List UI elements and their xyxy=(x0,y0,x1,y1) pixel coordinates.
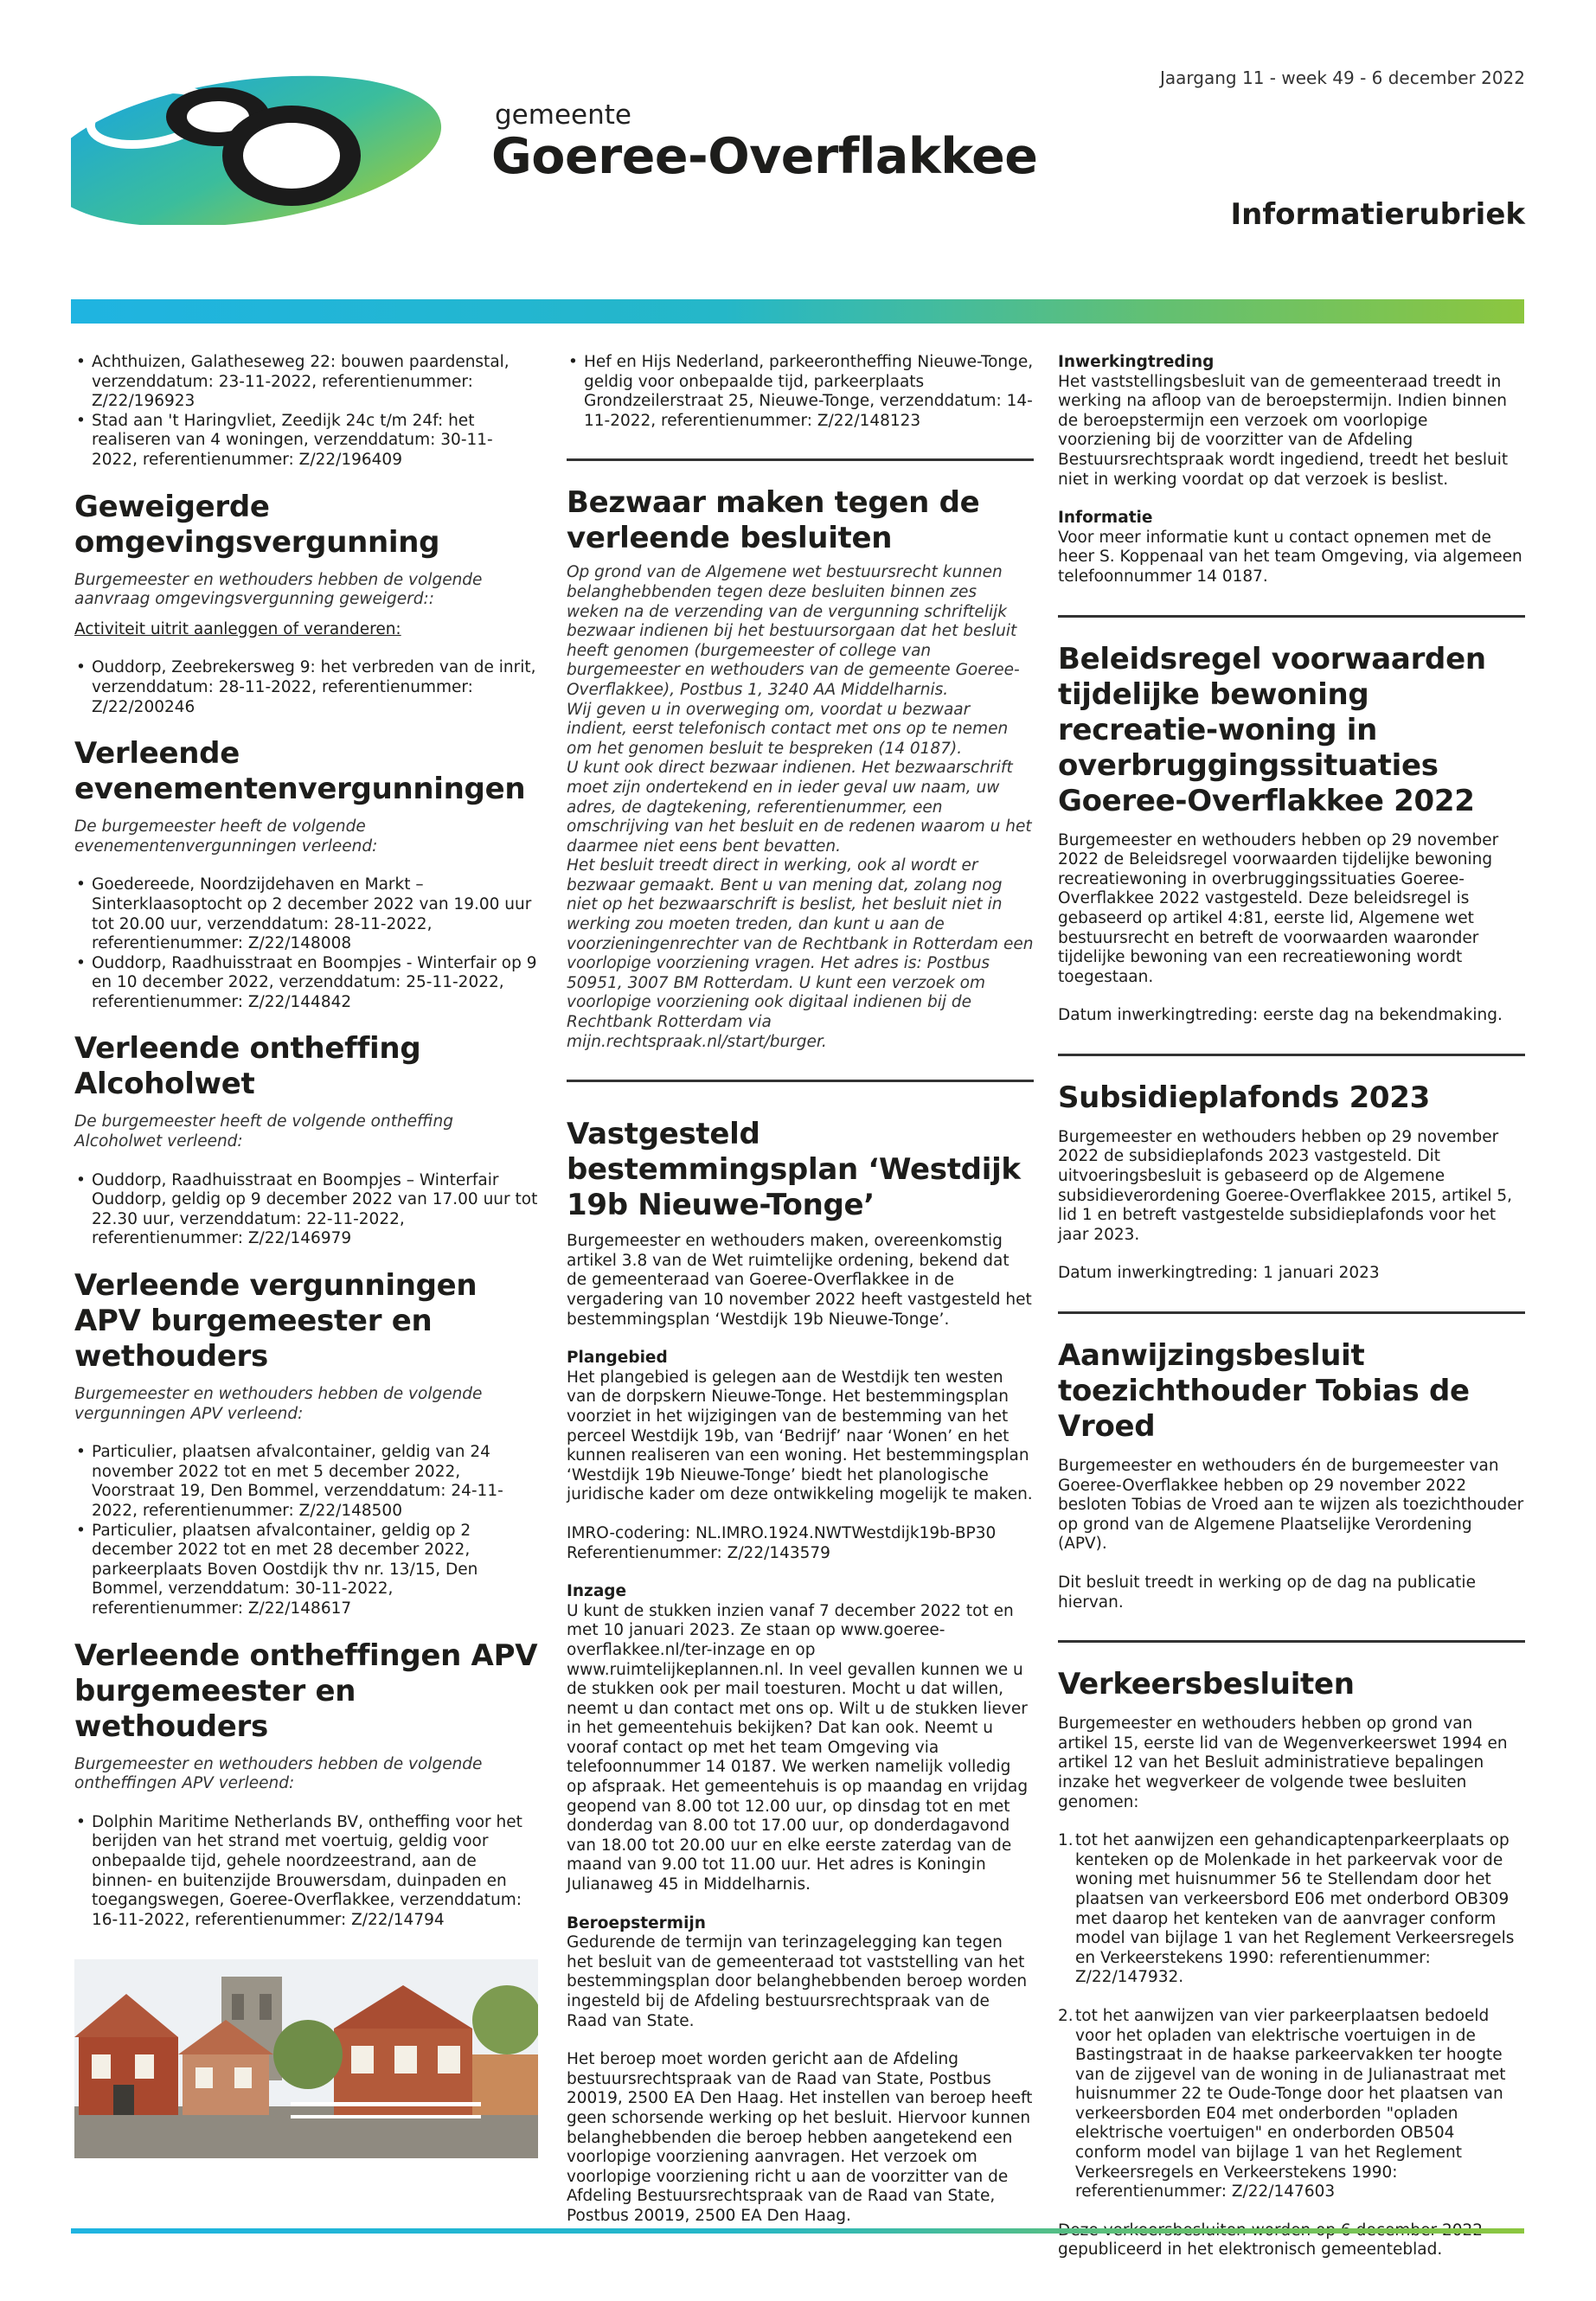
section-intro: De burgemeester heeft de volgende evenementenvergunningen verleend: xyxy=(74,817,378,856)
list-item: 1. tot het aanwijzen een gehandicaptenparkeerplaats op kenteken op de Molenkade in het parkeervak voor de woning met huisnummer 56 te Stellendam door het plaatsen van verkeersbord E06 met onderbord OB309 met daarop het kenteken van de aanvrager conform model van bijlage 1 van het Reglement Verkeersregels en Verkeerstekens 1990: referentienummer: Z/22/147932. xyxy=(1058,1831,1515,1987)
paragraph: Gedurende de termijn van terinzagelegging kan tegen het besluit van de gemeenteraad tot vaststelling van het bestemmingsplan door belanghebbenden beroep worden ingesteld bij de Afdeling bestuursrechtspraak van de Raad van State. xyxy=(567,1933,1028,2030)
paragraph: Voor meer informatie kunt u contact opnemen met de heer S. Koppenaal van het team Omgeving, via algemeen telefoonnummer 14 0187. xyxy=(1058,528,1522,586)
section-intro: Burgemeester en wethouders hebben de volgende aanvraag omgevingsvergunning geweigerd:: xyxy=(74,570,483,609)
paragraph: Burgemeester en wethouders maken, overeenkomstig artikel 3.8 van de Wet ruimtelijke ordening, bekend dat de gemeenteraad van Goeree-Overflakkee in de vergadering van 10 november 2022 heeft vastgesteld het bestemmingsplan ‘Westdijk 19b Nieuwe-Tonge’. xyxy=(567,1232,1032,1329)
section-heading: Verleende ontheffingen APV burgemeester en wethouders xyxy=(74,1638,538,1744)
paragraph: U kunt ook direct bezwaar indienen. Het bezwaarschrift moet zijn ondertekend en in ieder geval uw naam, uw adres, de dagtekening, referentienummer, een omschrijving van het besluit en de redenen waarom u het daarmee niet eens bent bevatten. xyxy=(567,759,1032,856)
list-item: • Hef en Hijs Nederland, parkeerontheffing Nieuwe-Tonge, geldig voor onbepaalde tijd, parkeerplaats Grondzeilerstraat 25, Nieuwe-Tonge, verzenddatum: 14-11-2022, referentienummer: Z/22/148123 xyxy=(567,353,1034,431)
subheading: Plangebied xyxy=(567,1349,668,1368)
section-heading: Subsidieplafonds 2023 xyxy=(1058,1080,1431,1115)
paragraph: Dit besluit treedt in werking op de dag na publicatie hiervan. xyxy=(1058,1574,1476,1612)
permit-list xyxy=(567,353,1034,431)
section-heading: Bezwaar maken tegen de verleende besluiten xyxy=(567,485,980,556)
section-heading: Verleende ontheffing Alcoholwet xyxy=(74,1031,421,1102)
subheading: Inzage xyxy=(567,1582,627,1601)
permit-list xyxy=(74,1813,538,1931)
section-divider xyxy=(1058,1640,1525,1643)
list-item: • Achthuizen, Galatheseweg 22: bouwen paardenstal, verzenddatum: 23-11-2022, referentienummer: Z/22/196923 xyxy=(74,353,538,412)
section-divider xyxy=(567,458,1034,461)
subheading: Beroepstermijn xyxy=(567,1913,706,1932)
municipality-name: Goeree-Overflakkee xyxy=(491,128,1038,185)
numbered-list xyxy=(1058,1831,1525,2202)
paragraph: Het vaststellingsbesluit van de gemeenteraad treedt in werking na afloop van de beroepstermijn. Indien binnen de beroepstermijn een verzoek om voorlopige voorziening bij de voorzitter van de Afdeling Bestuursrechtspraak wordt ingediend, treedt het besluit niet in werking voordat op dat verzoek is beslist. xyxy=(1058,372,1509,489)
permit-list xyxy=(74,1171,538,1249)
paragraph: Burgemeester en wethouders hebben op grond van artikel 15, eerste lid van de Wegenverkeerswet 1994 en artikel 12 van het Besluit administratieve bepalingen inzake het wegverkeer de volgende twee besluiten genomen: xyxy=(1058,1715,1508,1811)
section-intro: Burgemeester en wethouders hebben de volgende ontheffingen APV verleend: xyxy=(74,1754,483,1793)
paragraph: Burgemeester en wethouders hebben op 29 november 2022 de Beleidsregel voorwaarden tijdelijke bewoning recreatiewoning in overbruggingssituaties Goeree-Overflakkee 2022 vastgesteld. Deze beleidsregel is gebaseerd op artikel 4:81, eerste lid, Algemene wet bestuursrecht en betreft de voorwaarden waaronder tijdelijke bewoning van een recreatiewoning wordt toegestaan. xyxy=(1058,830,1499,986)
section-divider xyxy=(1058,1311,1525,1314)
paragraph: Op grond van de Algemene wet bestuursrecht kunnen belanghebbenden tegen deze besluiten binnen zes weken na de verzending van de vergunning schriftelijk bezwaar indienen bij het bestuursorgaan dat het besluit heeft genomen (burgemeester of college van burgemeester en wethouders van de gemeente Goeree-Overflakkee), Postbus 1, 3240 AA Middelharnis. xyxy=(567,563,1020,699)
list-item: • Stad aan 't Haringvliet, Zeedijk 24c t/m 24f: het realiseren van 4 woningen, verzenddatum: 30-11-2022, referentienummer: Z/22/196409 xyxy=(74,412,538,471)
list-item: • Ouddorp, Raadhuisstraat en Boompjes – Winterfair Ouddorp, geldig op 9 december 2022 van 17.00 uur tot 22.30 uur, verzenddatum: 22-11-2022, referentienummer: Z/22/146979 xyxy=(74,1171,538,1249)
reference-number: Referentienummer: Z/22/143579 xyxy=(567,1543,830,1562)
section-heading: Verleende vergunningen APV burgemeester en wethouders xyxy=(74,1268,478,1375)
section-heading: Vastgesteld bestemmingsplan ‘Westdijk 19b Nieuwe-Tonge’ xyxy=(567,1117,1021,1223)
column-1 xyxy=(74,353,538,2158)
section-heading: Verkeersbesluiten xyxy=(1058,1667,1355,1702)
paragraph: Burgemeester en wethouders hebben op 29 november 2022 de subsidieplafonds 2023 vastgesteld. Dit uitvoeringsbesluit is gebaseerd op de Algemene subsidieverordening Goeree-Overflakkee 2015, artikel 5, lid 1 en betreft vastgestelde subsidieplafonds voor het jaar 2023. xyxy=(1058,1127,1512,1244)
subheading: Inwerkingtreding xyxy=(1058,353,1215,371)
paragraph: U kunt de stukken inzien vanaf 7 december 2022 tot en met 10 januari 2023. Ze staan op www.goeree-overflakkee.nl/ter-inzage en op www.ruimtelijkeplannen.nl. In veel gevallen kunnen we u de stukken ook per mail toesturen. Mocht u dat willen, neemt u dan contact met ons op. Wilt u de stukken liever in het gemeentehuis bekijken? Dat kan ook. Neemt u vooraf contact op met het team Omgeving via telefoonnummer 14 0187. We werken namelijk volledig op afspraak. Het gemeentehuis is op maandag en vrijdag geopend van 8.00 tot 12.00 uur, op dinsdag tot en met donderdag van 8.00 tot 17.00 uur, op donderdagavond van 18.00 tot 20.00 uur en elke eerste zaterdag van de maand van 9.00 tot 11.00 uur. Het adres is Koningin Julianaweg 45 in Middelharnis. xyxy=(567,1601,1029,1894)
permit-list xyxy=(74,353,538,471)
paragraph: Burgemeester en wethouders én de burgemeester van Goeree-Overflakkee hebben op 29 november 2022 besloten Tobias de Vroed aan te wijzen als toezichthouder op grond van de Algemene Plaatselijke Verordening (APV). xyxy=(1058,1457,1524,1554)
list-item: • Particulier, plaatsen afvalcontainer, geldig op 2 december 2022 tot en met 28 december 2022, parkeerplaats Boven Oostdijk thv nr. 13/15, Den Bommel, verzenddatum: 30-11-2022, referentienummer: Z/22/148617 xyxy=(74,1522,538,1619)
paragraph: gepubliceerd in het elektronisch gemeenteblad. xyxy=(1058,2240,1443,2259)
list-item: • Goedereede, Noordzijdehaven en Markt – Sinterklaasoptocht op 2 december 2022 van 19.00 uur tot 20.00 uur, verzenddatum: 28-11-2022, referentienummer: Z/22/148008 xyxy=(74,875,538,953)
section-intro: De burgemeester heeft de volgende ontheffing Alcoholwet verleend: xyxy=(74,1112,454,1151)
activity-label: Activiteit uitrit aanleggen of veranderen: xyxy=(74,619,401,638)
imro-code: IMRO-codering: NL.IMRO.1924.NWTWestdijk19b-BP30 xyxy=(567,1523,997,1542)
section-heading: Verleende evenementenvergunningen xyxy=(74,736,526,807)
subheading: Informatie xyxy=(1058,509,1153,528)
footer-gradient-bar xyxy=(71,2228,1524,2234)
paragraph: Datum inwerkingtreding: eerste dag na bekendmaking. xyxy=(1058,1006,1503,1025)
section-divider xyxy=(1058,1054,1525,1056)
permit-list xyxy=(74,1443,538,1618)
municipality-prefix: gemeente xyxy=(495,99,631,131)
municipality-logo xyxy=(71,69,452,225)
list-item: 2. tot het aanwijzen van vier parkeerplaatsen bedoeld voor het opladen van elektrische voertuigen in de Bastingstraat in de haakse parkeervakken ter hoogte van de zijgevel van de woning in de Julianastraat met huisnummer 22 te Oude-Tonge door het plaatsen van verkeersborden E04 met onderborden "opladen elektrische voertuigen" en onderborden OB504 conform model van bijlage 1 van het Reglement Verkeersregels en Verkeerstekens 1990: referentienummer: Z/22/147603 xyxy=(1058,2006,1506,2202)
paragraph: Het besluit treedt direct in werking, ook al wordt er bezwaar gemaakt. Bent u van mening dat, zolang nog niet op het bezwaarschrift is beslist, het besluit niet in werking zou moeten treden, dan kunt u aan de voorzieningenrechter van de Rechtbank in Rotterdam een voorlopige voorziening vragen. Het adres is: Postbus 50951, 3007 BM Rotterdam. U kunt een verzoek om voorlopige voorziening ook digitaal indienen bij de Rechtbank Rotterdam via mijn.rechtspraak.nl/start/burger. xyxy=(567,856,1034,1051)
section-divider xyxy=(567,1080,1034,1082)
issue-info: Jaargang 11 - week 49 - 6 december 2022 xyxy=(1160,67,1525,88)
paragraph: Het plangebied is gelegen aan de Westdijk ten westen van de dorpskern Nieuwe-Tonge. Het bestemmingsplan voorziet in het wijzigingen van de bestemming van het perceel Westdijk 19b, van ‘Bedrijf’ naar ‘Wonen’ en het kunnen realiseren van een woning. Het bestemmingsplan ‘Westdijk 19b Nieuwe-Tonge’ biedt het planologische juridische kader om deze ontwikkeling mogelijk te maken. xyxy=(567,1368,1033,1504)
list-item: • Ouddorp, Zeebrekersweg 9: het verbreden van de inrit, verzenddatum: 28-11-2022, referentienummer: Z/22/200246 xyxy=(74,658,538,717)
paragraph: Het beroep moet worden gericht aan de Afdeling bestuursrechtspraak van de Raad van State, Postbus 20019, 2500 EA Den Haag. Het instellen van beroep heeft geen schorsende werking op het besluit. Hiervoor kunnen belanghebbenden die beroep hebben aangetekend een voorlopige voorziening aanvragen. Het verzoek om voorlopige voorziening richt u aan de voorzitter van de Afdeling Bestuursrechtspraak van de Raad van State, Postbus 20019, 2500 EA Den Haag. xyxy=(567,2050,1033,2225)
permit-list xyxy=(74,875,538,1012)
permit-list xyxy=(74,658,538,717)
header-gradient-bar xyxy=(71,299,1524,324)
paragraph: Datum inwerkingtreding: 1 januari 2023 xyxy=(1058,1264,1380,1283)
list-item: • Dolphin Maritime Netherlands BV, ontheffing voor het berijden van het strand met voertuig, geldig voor onbepaalde tijd, gehele noordzeestrand, aan de binnen- en buitenzijde Brouwersdam, duinpaden en toegangswegen, Goeree-Overflakkee, verzenddatum: 16-11-2022, referentienummer: Z/22/14794 xyxy=(74,1813,538,1931)
section-divider xyxy=(1058,615,1525,618)
list-item: • Particulier, plaatsen afvalcontainer, geldig van 24 november 2022 tot en met 5 december 2022, Voorstraat 19, Den Bommel, verzenddatum: 24-11-2022, referentienummer: Z/22/148500 xyxy=(74,1443,538,1521)
section-title: Informatierubriek xyxy=(1230,197,1525,232)
paragraph: Wij geven u in overweging om, voordat u bezwaar indient, eerst telefonisch contact met ons op te nemen om het genomen besluit te bespreken (14 0187). xyxy=(567,700,1009,758)
list-item: • Ouddorp, Raadhuisstraat en Boompjes - Winterfair op 9 en 10 december 2022, verzenddatum: 25-11-2022, referentienummer: Z/22/144842 xyxy=(74,954,538,1013)
section-heading: Geweigerde omgevingsvergunning xyxy=(74,489,440,560)
village-photo xyxy=(74,1959,538,2158)
column-3 xyxy=(1058,353,1525,2260)
section-heading: Beleidsregel voorwaarden tijdelijke bewoning recreatie-woning in overbruggingssituaties Goeree-Overflakkee 2022 xyxy=(1058,641,1486,818)
section-intro: Burgemeester en wethouders hebben de volgende vergunningen APV verleend: xyxy=(74,1385,483,1423)
section-heading: Aanwijzingsbesluit toezichthouder Tobias de Vroed xyxy=(1058,1338,1470,1445)
column-2 xyxy=(567,353,1034,2227)
